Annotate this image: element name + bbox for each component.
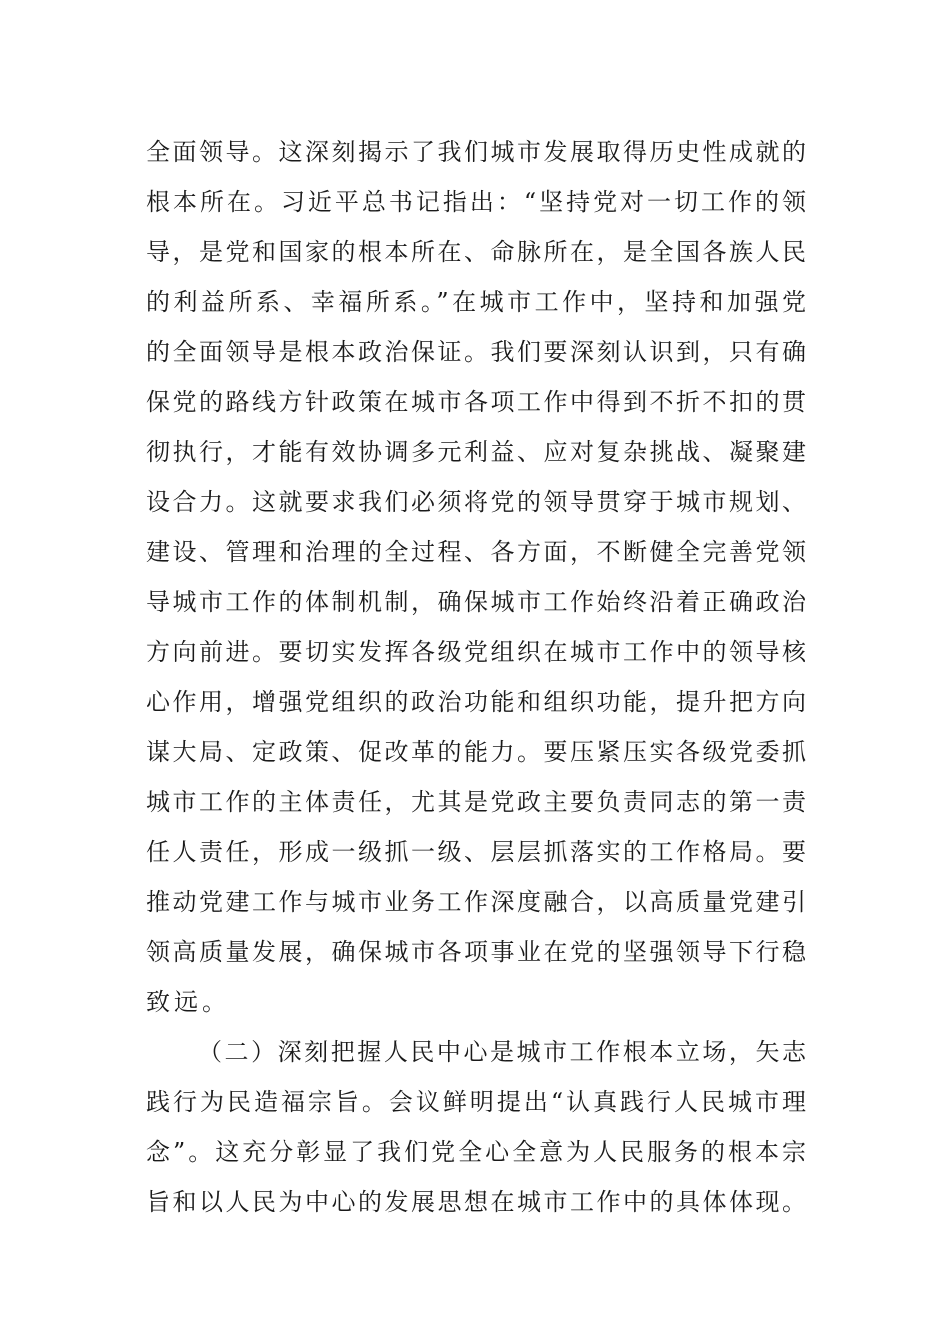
text-line: 致远。 (146, 988, 230, 1016)
text-line: 导城市工作的体制机制，确保城市工作始终沿着正确政治 (146, 588, 806, 616)
body-text (146, 127, 806, 1227)
text-line: 方向前进。要切实发挥各级党组织在城市工作中的领导核 (146, 638, 806, 666)
paragraph-party-leadership (146, 127, 806, 1027)
text-line: 谋大局、定政策、促改革的能力。要压紧压实各级党委抓 (146, 738, 806, 766)
text-line: 设合力。这就要求我们必须将党的领导贯穿于城市规划、 (146, 488, 806, 516)
text-line: 全面领导。这深刻揭示了我们城市发展取得历史性成就的 (146, 138, 806, 166)
text-line: 城市工作的主体责任，尤其是党政主要负责同志的第一责 (146, 788, 806, 816)
paragraph-people-centered (146, 1027, 806, 1227)
text-line: 的全面领导是根本政治保证。我们要深刻认识到，只有确 (146, 338, 806, 366)
text-line: 彻执行，才能有效协调多元利益、应对复杂挑战、凝聚建 (146, 438, 806, 466)
text-line: 旨和以人民为中心的发展思想在城市工作中的具体体现。 (146, 1188, 806, 1216)
text-line: 践行为民造福宗旨。会议鲜明提出“认真践行人民城市理 (146, 1088, 806, 1116)
text-line: 任人责任，形成一级抓一级、层层抓落实的工作格局。要 (146, 838, 806, 866)
text-line: 推动党建工作与城市业务工作深度融合，以高质量党建引 (146, 888, 806, 916)
text-line: 领高质量发展，确保城市各项事业在党的坚强领导下行稳 (146, 938, 806, 966)
text-line: 念”。这充分彰显了我们党全心全意为人民服务的根本宗 (146, 1138, 806, 1166)
text-line: 保党的路线方针政策在城市各项工作中得到不折不扣的贯 (146, 388, 806, 416)
text-line: 建设、管理和治理的全过程、各方面，不断健全完善党领 (146, 538, 806, 566)
text-line: 根本所在。习近平总书记指出：“坚持党对一切工作的领 (146, 188, 806, 216)
text-line: 心作用，增强党组织的政治功能和组织功能，提升把方向 (146, 688, 806, 716)
section-heading-line: （二）深刻把握人民中心是城市工作根本立场，矢志 (198, 1038, 806, 1066)
text-line: 导，是党和国家的根本所在、命脉所在，是全国各族人民 (146, 238, 806, 266)
text-line: 的利益所系、幸福所系。”在城市工作中，坚持和加强党 (146, 288, 806, 316)
